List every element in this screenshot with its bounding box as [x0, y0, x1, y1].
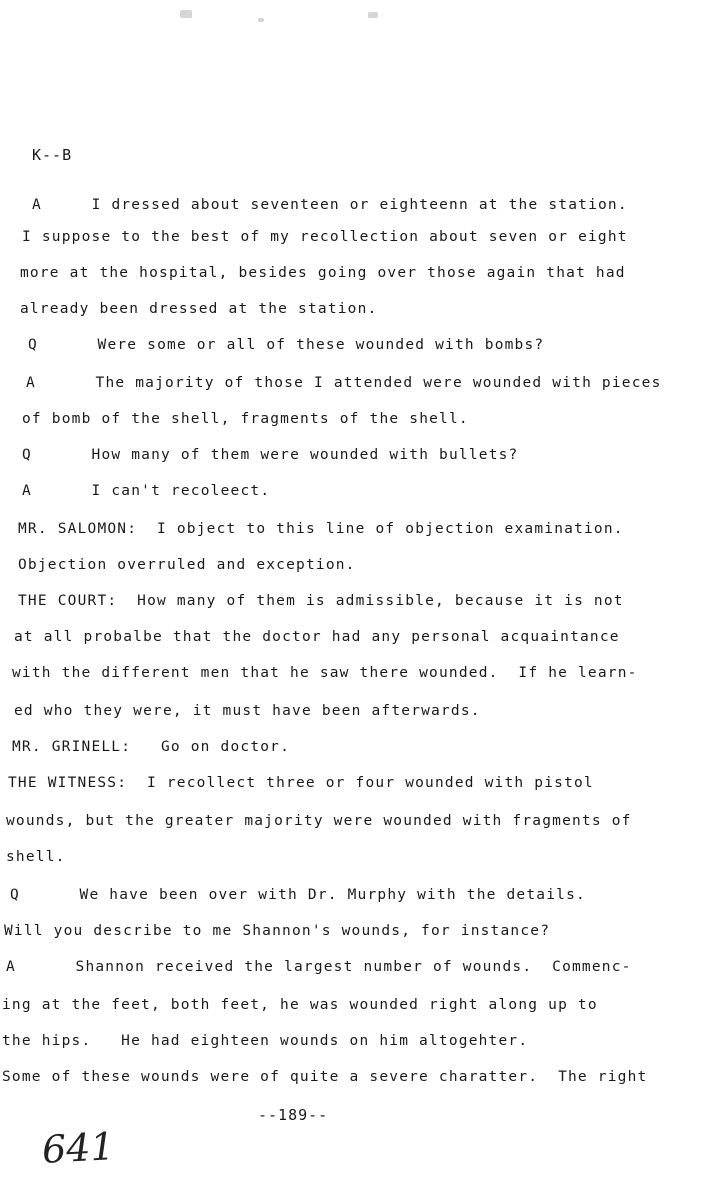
transcript-line: shell. [6, 849, 66, 865]
transcript-line: A The majority of those I attended were wounded with pieces [26, 375, 662, 391]
handwritten-page-number: 641 [40, 1124, 116, 1172]
transcript-line: with the different men that he saw there wounded. If he learn- [12, 665, 638, 681]
transcript-line: more at the hospital, besides going over those again that had [20, 265, 626, 281]
transcript-line: MR. SALOMON: I object to this line of objection examination. [18, 521, 624, 537]
transcript-line: Objection overruled and exception. [18, 557, 356, 573]
transcript-line: MR. GRINELL: Go on doctor. [12, 739, 291, 755]
transcript-line: of bomb of the shell, fragments of the shell. [22, 411, 469, 427]
transcript-line: Q We have been over with Dr. Murphy with the details. [10, 887, 586, 903]
transcript-line: THE WITNESS: I recollect three or four wounded with pistol [8, 775, 594, 791]
transcript-line: ed who they were, it must have been afterwards. [14, 703, 481, 719]
transcript-line: at all probalbe that the doctor had any personal acquaintance [14, 629, 620, 645]
transcript-line: wounds, but the greater majority were wounded with fragments of [6, 813, 632, 829]
transcript-line: Will you describe to me Shannon's wounds, for instance? [4, 923, 551, 939]
transcript-line: the hips. He had eighteen wounds on him altogehter. [2, 1033, 529, 1049]
transcript-line: I suppose to the best of my recollection about seven or eight [22, 229, 628, 245]
transcript-line: Q Were some or all of these wounded with bombs? [28, 337, 545, 353]
section-code: K--B [32, 146, 73, 164]
transcript-line: Q How many of them were wounded with bullets? [22, 447, 519, 463]
transcript-line: A I dressed about seventeen or eighteenn at the station. [32, 197, 628, 213]
page-number: --189-- [258, 1106, 329, 1124]
transcript-line: THE COURT: How many of them is admissible, because it is not [18, 593, 624, 609]
transcript-line: Some of these wounds were of quite a severe charatter. The right [2, 1069, 648, 1085]
transcript-line: A Shannon received the largest number of wounds. Commenc- [6, 959, 632, 975]
transcript-line: A I can't recoleect. [22, 483, 271, 499]
transcript-line: ing at the feet, both feet, he was wounded right along up to [2, 997, 598, 1013]
transcript-line: already been dressed at the station. [20, 301, 378, 317]
